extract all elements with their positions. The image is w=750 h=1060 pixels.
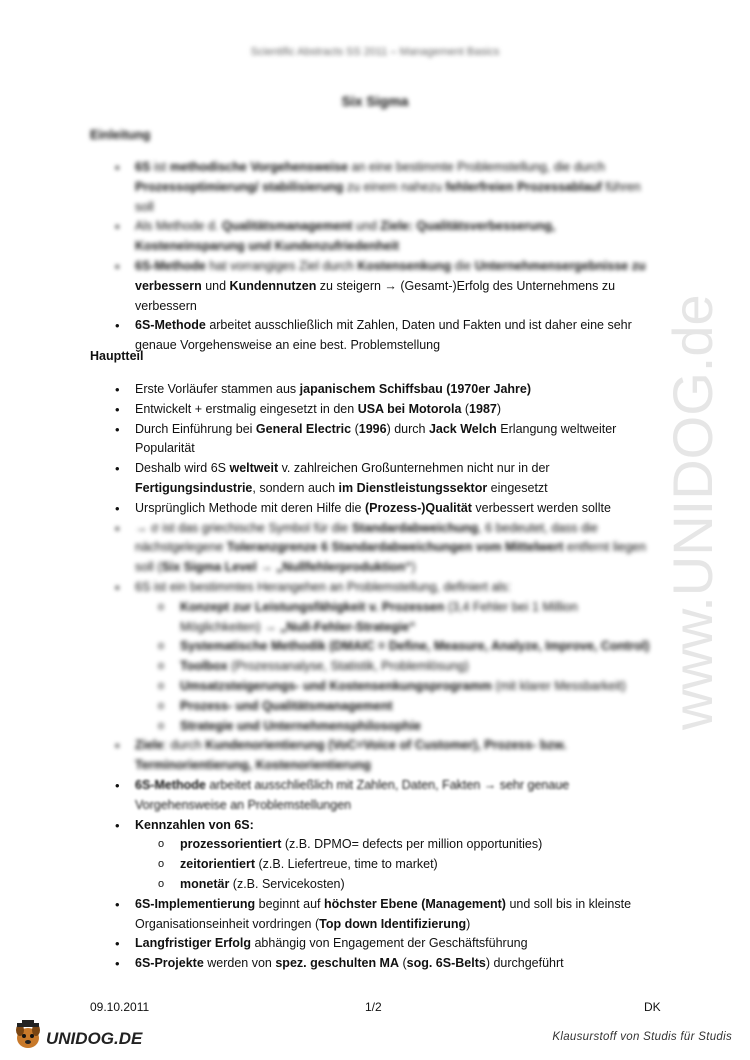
- text-run: 6S-Methode: [135, 258, 206, 273]
- watermark-text: www.UNIDOG.de: [661, 294, 724, 730]
- footer-page: 1/2: [365, 1000, 382, 1014]
- slogan: Klausurstoff von Studis für Studis: [552, 1031, 732, 1043]
- list-item: [90, 934, 650, 954]
- text-run: und: [201, 278, 230, 293]
- text-run: Umsatzsteigerungs- und Kostensenkungsprogramm: [180, 678, 492, 693]
- text-run: Kundennutzen: [229, 278, 317, 293]
- text-run: ): [466, 916, 471, 931]
- text-run: Fertigungsindustrie: [135, 480, 253, 495]
- list-item: [90, 277, 650, 317]
- text-run: und soll bis in kleinste Organisationseinheit vordringen (: [135, 896, 632, 931]
- text-run: prozessorientiert: [180, 837, 282, 852]
- logo-text: UNIDOG.DE: [46, 1029, 143, 1048]
- text-run: Toleranzgrenze 6 Standardabweichungen vom Mittelwert: [226, 540, 564, 555]
- text-run: Erste Vorläufer stammen aus: [135, 382, 300, 396]
- text-run: (z.B. Liefertreue, time to market): [255, 857, 438, 872]
- list-item-text: [135, 956, 564, 970]
- main-list: [90, 380, 650, 974]
- list-item: [90, 217, 650, 257]
- intro-heading: Einleitung: [90, 128, 151, 142]
- text-run: , 6 bedeutet, dass die nächstgelegene: [135, 520, 598, 555]
- page-title: Six Sigma: [341, 93, 409, 109]
- text-run: Toolbox: [180, 659, 228, 674]
- footer-date: 09.10.2011: [90, 1000, 150, 1014]
- text-run: eingesetzt: [487, 480, 548, 495]
- text-run: (mit klarer Messbarkeit): [491, 678, 626, 693]
- text-run: (Prozess-)Qualität: [364, 500, 472, 515]
- list-item: [90, 459, 650, 499]
- text-run: : durch: [163, 738, 206, 753]
- text-run: Standardabweichung: [351, 520, 479, 535]
- text-run: (: [351, 421, 359, 436]
- text-run: 6S: [135, 160, 151, 174]
- sub-list-item: [135, 835, 650, 855]
- text-run: entfernt liegen soll (: [135, 540, 647, 575]
- text-run: (3,4 Fehler bei 1 Million Möglichkeiten) →: [180, 599, 578, 634]
- text-run: Prozess- und Qualitätsmanagement: [180, 698, 393, 713]
- text-run: methodische Vorgehensweise: [169, 160, 349, 174]
- text-run: Durch Einführung bei: [135, 421, 256, 436]
- footer-initials: DK: [644, 1000, 661, 1014]
- sub-list: [135, 835, 650, 894]
- text-run: Kundenorientierung (VoC=Voice of Customer), Prozess- bzw. Terminorientierung, Kostenorientierung: [135, 738, 567, 773]
- text-run: beginnt auf: [255, 896, 324, 911]
- sub-list-item: [135, 657, 650, 677]
- text-run: ist: [150, 160, 170, 174]
- list-item-text: [135, 461, 550, 495]
- text-run: verbessert werden sollte: [471, 500, 611, 515]
- text-run: ) durch: [386, 421, 429, 436]
- list-item-text: [135, 897, 631, 931]
- document-header: Scientific Abstracts SS 2011 – Management Basics: [250, 46, 500, 58]
- list-item: [90, 380, 650, 400]
- text-run: Jack Welch: [428, 421, 497, 436]
- list-item: [90, 954, 650, 974]
- text-run: zu einem nahezu: [343, 179, 446, 194]
- text-run: General Electric: [255, 421, 352, 436]
- list-item-text: [135, 778, 569, 812]
- text-run: hat vorrangiges Ziel durch: [205, 258, 358, 273]
- main-heading: Hauptteil: [90, 349, 144, 363]
- text-run: v. zahlreichen Großunternehmen nicht nur in der: [278, 461, 550, 476]
- text-run: abhängig von Engagement der Geschäftsführung: [250, 936, 528, 951]
- text-run: führen soll: [135, 179, 641, 214]
- text-run: , sondern auch: [252, 480, 339, 495]
- text-run: Ursprünglich Methode mit deren Hilfe die: [135, 500, 365, 515]
- sub-list-item: [135, 677, 650, 697]
- text-run: Unternehmensergebnisse zu: [474, 258, 646, 273]
- text-run: Ziele: [135, 738, 164, 753]
- list-item-text: [135, 501, 611, 515]
- text-run: monetär: [180, 876, 230, 891]
- text-run: Prozessoptimierung/ stabilisierung: [135, 179, 344, 194]
- text-run: (: [399, 956, 407, 971]
- text-run: 1996: [358, 421, 387, 436]
- list-item: [90, 257, 650, 277]
- text-run: (: [461, 401, 470, 416]
- unidog-logo: [8, 1020, 158, 1052]
- text-run: spez. geschulten MA: [275, 956, 399, 971]
- list-item-text: [135, 580, 511, 594]
- text-run: an eine bestimmte Problemstellung, die durch: [348, 160, 606, 174]
- text-run: arbeitet ausschließlich mit Zahlen, Daten, Fakten → sehr genaue Vorgehensweise an Problemstellungen: [135, 777, 570, 812]
- list-item: [90, 420, 650, 460]
- text-run: → σ ist das griechische Symbol für die: [135, 520, 352, 535]
- text-run: höchster Ebene (Management): [323, 896, 506, 911]
- text-run: USA bei Motorola: [357, 401, 462, 416]
- text-run: 6S-Projekte: [135, 956, 204, 971]
- dog-icon: [16, 1020, 40, 1048]
- list-item-text: [135, 521, 646, 575]
- list-item-text: [135, 818, 254, 832]
- text-run: Kennzahlen von 6S:: [135, 817, 254, 832]
- text-run: ): [496, 401, 502, 416]
- sub-list-item: [135, 875, 650, 895]
- text-run: Deshalb wird 6S: [135, 461, 230, 476]
- text-run: zu steigern → (Gesamt-)Erfolg des Unternehmens zu verbessern: [135, 278, 616, 313]
- text-run: 6S ist ein bestimmtes Herangehen an Problemstellung, definiert als:: [135, 579, 511, 594]
- text-run: und: [352, 219, 381, 234]
- list-item: [90, 895, 650, 935]
- text-run: zeitorientiert: [180, 857, 256, 872]
- list-item: [90, 736, 650, 776]
- watermark: [650, 280, 730, 740]
- list-item: [90, 400, 650, 420]
- text-run: (Prozessanalyse, Statistik, Problemlösung): [227, 659, 469, 674]
- text-run: „Null-Fehler-Strategie“: [280, 619, 416, 634]
- text-run: 6S-Implementierung: [135, 896, 256, 911]
- text-run: ): [411, 560, 416, 575]
- text-run: die: [451, 258, 475, 273]
- text-run: Erlangung weltweiter Popularität: [135, 421, 617, 456]
- text-run: Konzept zur Leistungsfähigkeit v. Prozessen: [180, 599, 445, 614]
- text-run: Langfristiger Erfolg: [135, 936, 251, 951]
- sub-list-item: [135, 598, 650, 638]
- list-item-text: [135, 402, 501, 416]
- text-run: verbessern: [135, 278, 202, 293]
- text-run: Strategie und Unternehmensphilosophie: [180, 718, 421, 733]
- text-run: im Dienstleistungssektor: [338, 480, 488, 495]
- text-run: Six Sigma Level → „Nullfehlerproduktion“: [161, 560, 412, 575]
- text-run: werden von: [203, 956, 276, 971]
- list-item-text: [135, 422, 616, 456]
- text-run: sog. 6S-Belts: [406, 956, 486, 971]
- text-run: 6S-Methode: [135, 318, 206, 333]
- text-run: fehlerfreien Prozessablauf: [445, 179, 602, 194]
- sub-list-item: [135, 697, 650, 717]
- list-item: [90, 158, 650, 217]
- sub-list-item: [135, 717, 650, 737]
- text-run: Entwickelt + erstmalig eingesetzt in den: [135, 401, 358, 416]
- list-item-text: [135, 382, 531, 396]
- text-run: 6S-Methode: [135, 777, 206, 792]
- intro-list: [90, 158, 650, 356]
- text-run: Als Methode d.: [135, 219, 222, 234]
- text-run: weltweit: [229, 461, 279, 476]
- list-item: [90, 816, 650, 895]
- list-item-text: [135, 936, 528, 950]
- list-item-text: [135, 738, 566, 772]
- text-run: (z.B. Servicekosten): [229, 876, 345, 891]
- text-run: japanischem Schiffsbau (1970er Jahre): [299, 382, 532, 396]
- text-run: (z.B. DPMO= defects per million opportunities): [281, 837, 543, 852]
- list-item: [90, 519, 650, 578]
- text-run: Top down Identifizierung: [319, 916, 467, 931]
- sub-list: [135, 598, 650, 737]
- sub-list-item: [135, 855, 650, 875]
- text-run: ) durchgeführt: [485, 956, 564, 971]
- list-item: [90, 776, 650, 816]
- text-run: Qualitätsmanagement: [221, 219, 353, 234]
- list-item: [90, 578, 650, 736]
- sub-list-item: [135, 637, 650, 657]
- text-run: 1987: [469, 401, 497, 416]
- text-run: arbeitet ausschließlich mit Zahlen, Daten und Fakten und ist daher eine sehr genaue Vorgehensweise an eine best. Problemstellung: [135, 318, 632, 353]
- text-run: Systematische Methodik (DMAIC = Define, Measure, Analyze, Improve, Control): [180, 639, 650, 654]
- list-item: [90, 316, 650, 356]
- text-run: Ziele: Qualitätsverbesserung, Kosteneinsparung und Kundenzufriedenheit: [135, 219, 556, 254]
- list-item: [90, 499, 650, 519]
- text-run: Kostensenkung: [357, 258, 452, 273]
